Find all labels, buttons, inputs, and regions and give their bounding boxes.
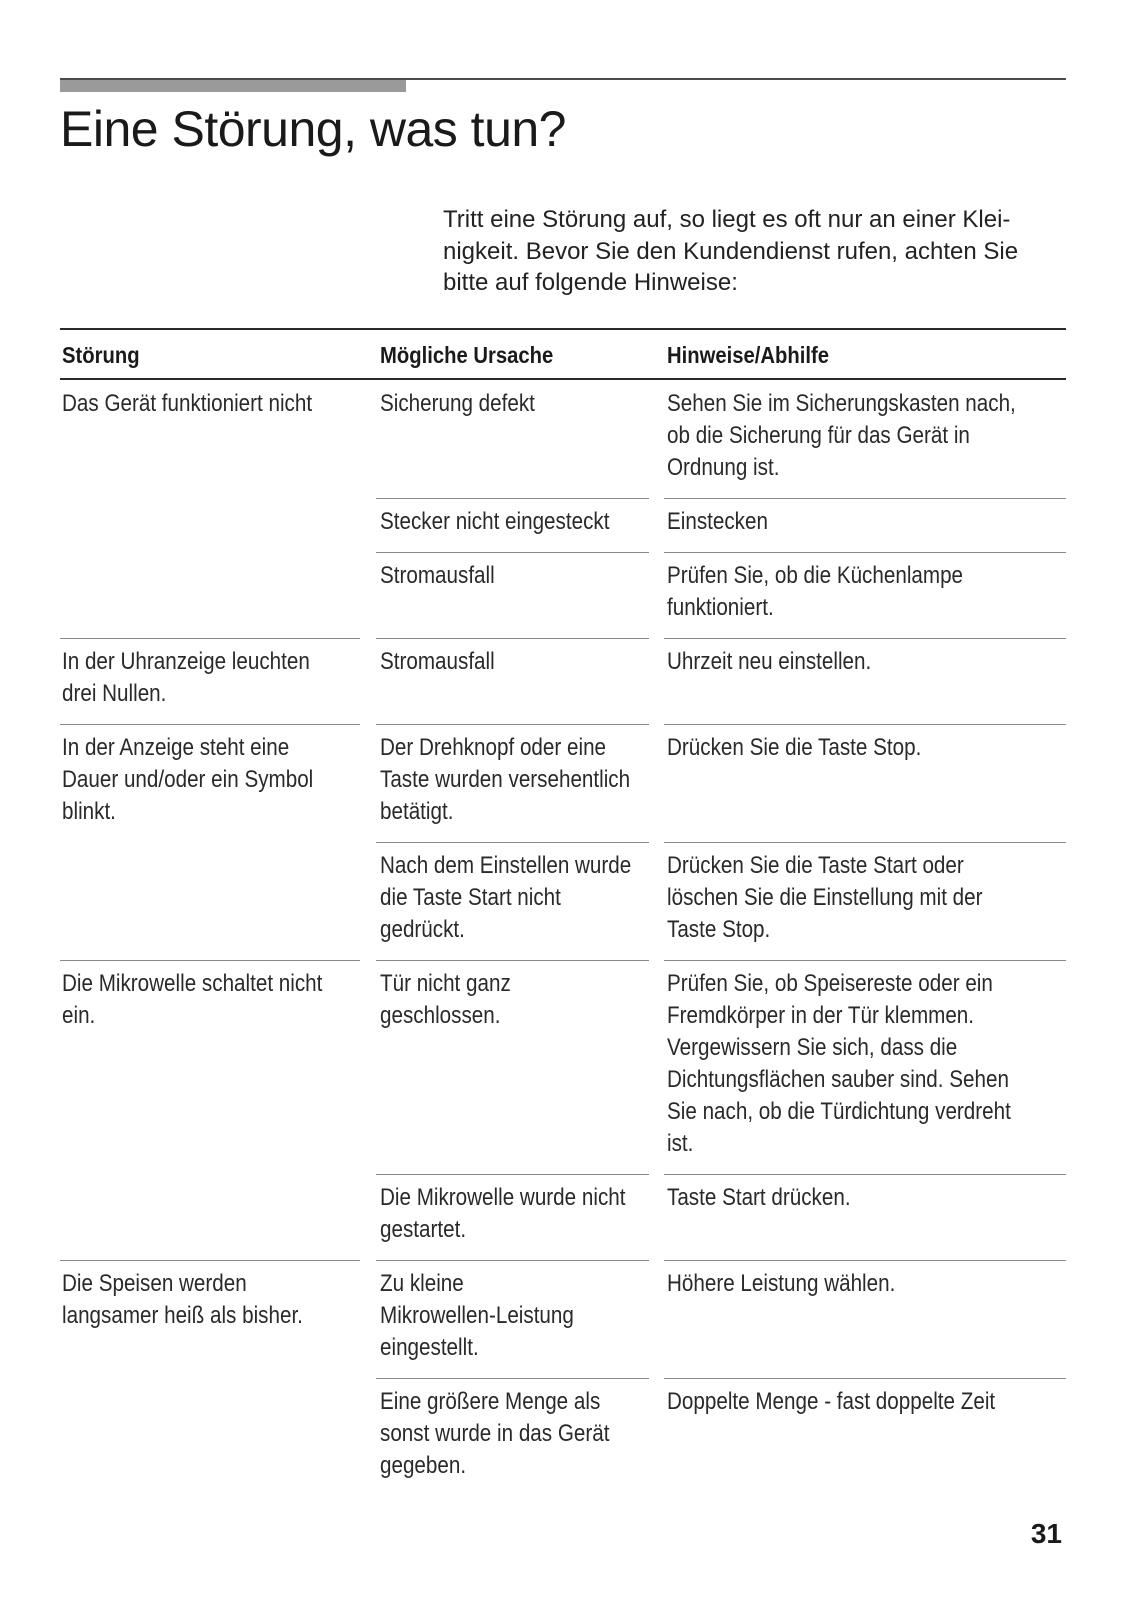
row-rule: [60, 960, 360, 961]
row-rule: [664, 638, 1066, 639]
row-rule: [664, 1378, 1066, 1379]
cell-line: Sehen Sie im Sicherungskasten nach,: [667, 390, 1016, 417]
cell-line: Das Gerät funktioniert nicht: [62, 390, 313, 417]
row-rule: [376, 842, 649, 843]
row-rule: [60, 638, 360, 639]
row-rule: [664, 960, 1066, 961]
cell-line: blinkt.: [62, 798, 116, 825]
cell-line: Drücken Sie die Taste Start oder: [667, 852, 964, 879]
row-rule: [376, 1378, 649, 1379]
cell-line: löschen Sie die Einstellung mit der: [667, 884, 983, 911]
cell-line: Höhere Leistung wählen.: [667, 1270, 896, 1297]
intro-line: Tritt eine Störung auf, so liegt es oft nur an einer Klei-: [443, 206, 1011, 233]
cell-ursache: [380, 388, 535, 420]
cell-ursache: [380, 1386, 609, 1482]
cell-stoerung: [62, 732, 313, 828]
cell-line: Dichtungsflächen sauber sind. Sehen: [667, 1066, 1009, 1093]
page-number: 31: [1030, 1518, 1062, 1549]
row-rule: [664, 498, 1066, 499]
cell-line: Doppelte Menge - fast doppelte Zeit: [667, 1388, 996, 1415]
cell-abhilfe: [667, 1182, 851, 1214]
cell-line: Eine größere Menge als: [380, 1388, 601, 1415]
row-rule: [376, 960, 649, 961]
cell-abhilfe: [667, 560, 963, 624]
header-stoerung: Störung: [62, 342, 140, 368]
row-rule: [664, 1174, 1066, 1175]
cell-line: Taste Start drücken.: [667, 1184, 851, 1211]
row-rule: [60, 1260, 360, 1261]
intro-line: nigkeit. Bevor Sie den Kundendienst rufen, achten Sie: [443, 237, 1019, 265]
cell-abhilfe: [667, 388, 1016, 484]
cell-line: Fremdkörper in der Tür klemmen.: [667, 1002, 975, 1029]
cell-line: drei Nullen.: [62, 680, 167, 707]
cell-line: funktioniert.: [667, 594, 774, 621]
cell-line: sonst wurde in das Gerät: [380, 1420, 610, 1447]
cell-line: Der Drehknopf oder eine: [380, 734, 607, 761]
intro-line: bitte auf folgende Hinweise:: [443, 269, 738, 296]
cell-line: langsamer heiß als bisher.: [62, 1302, 303, 1329]
cell-line: Stromausfall: [380, 562, 495, 589]
header-abhilfe: Hinweise/Abhilfe: [667, 342, 829, 368]
cell-abhilfe: [667, 646, 871, 678]
cell-stoerung: [62, 388, 312, 420]
cell-abhilfe: [667, 732, 921, 764]
row-rule: [376, 552, 649, 553]
cell-line: In der Anzeige steht eine: [62, 734, 290, 761]
cell-line: Stromausfall: [380, 648, 495, 675]
cell-line: Prüfen Sie, ob Speisereste oder ein: [667, 970, 993, 997]
cell-line: Nach dem Einstellen wurde: [380, 852, 632, 879]
cell-line: gestartet.: [380, 1216, 467, 1243]
cell-stoerung: [62, 646, 310, 710]
row-rule: [376, 638, 649, 639]
cell-line: Mikrowellen-Leistung: [380, 1302, 574, 1329]
row-rule: [60, 724, 360, 725]
cell-ursache: [380, 1268, 574, 1364]
cell-line: ist.: [667, 1130, 694, 1157]
page-title: Eine Störung, was tun?: [60, 101, 566, 157]
cell-abhilfe: [667, 506, 768, 538]
row-rule: [376, 1260, 649, 1261]
cell-ursache: [380, 506, 609, 538]
cell-line: Zu kleine: [380, 1270, 464, 1297]
cell-line: Prüfen Sie, ob die Küchenlampe: [667, 562, 964, 589]
cell-ursache: [380, 968, 511, 1032]
intro-text: [443, 204, 1083, 299]
cell-line: Uhrzeit neu einstellen.: [667, 648, 872, 675]
cell-stoerung: [62, 968, 322, 1032]
cell-line: Die Mikrowelle wurde nicht: [380, 1184, 626, 1211]
cell-abhilfe: [667, 1268, 895, 1300]
table-header-rule: [60, 378, 1066, 380]
cell-ursache: [380, 646, 495, 678]
cell-line: gedrückt.: [380, 916, 465, 943]
cell-line: ein.: [62, 1002, 96, 1029]
cell-line: eingestellt.: [380, 1334, 479, 1361]
header-ursache: Mögliche Ursache: [380, 342, 554, 368]
cell-abhilfe: [667, 1386, 995, 1418]
row-rule: [664, 1260, 1066, 1261]
cell-ursache: [380, 1182, 625, 1246]
cell-line: Taste Stop.: [667, 916, 771, 943]
row-rule: [376, 724, 649, 725]
cell-line: Dauer und/oder ein Symbol: [62, 766, 314, 793]
cell-line: Sie nach, ob die Türdichtung verdreht: [667, 1098, 1011, 1125]
cell-line: betätigt.: [380, 798, 454, 825]
cell-line: In der Uhranzeige leuchten: [62, 648, 310, 675]
cell-line: Stecker nicht eingesteckt: [380, 508, 610, 535]
cell-stoerung: [62, 1268, 303, 1332]
cell-line: Taste wurden versehentlich: [380, 766, 631, 793]
row-rule: [664, 552, 1066, 553]
cell-line: Vergewissern Sie sich, dass die: [667, 1034, 958, 1061]
cell-ursache: [380, 732, 630, 828]
table-top-rule: [60, 328, 1066, 330]
cell-line: gegeben.: [380, 1452, 467, 1479]
top-accent-bar: [60, 80, 406, 92]
cell-line: Ordnung ist.: [667, 454, 780, 481]
cell-abhilfe: [667, 850, 983, 946]
cell-ursache: [380, 560, 495, 592]
cell-line: Die Mikrowelle schaltet nicht: [62, 970, 323, 997]
row-rule: [376, 498, 649, 499]
cell-line: geschlossen.: [380, 1002, 501, 1029]
row-rule: [664, 724, 1066, 725]
cell-ursache: [380, 850, 631, 946]
cell-line: Die Speisen werden: [62, 1270, 247, 1297]
cell-line: die Taste Start nicht: [380, 884, 561, 911]
cell-line: ob die Sicherung für das Gerät in: [667, 422, 970, 449]
cell-line: Drücken Sie die Taste Stop.: [667, 734, 922, 761]
cell-line: Tür nicht ganz: [380, 970, 511, 997]
cell-line: Einstecken: [667, 508, 768, 535]
cell-abhilfe: [667, 968, 1011, 1160]
row-rule: [376, 1174, 649, 1175]
cell-line: Sicherung defekt: [380, 390, 535, 417]
row-rule: [664, 842, 1066, 843]
